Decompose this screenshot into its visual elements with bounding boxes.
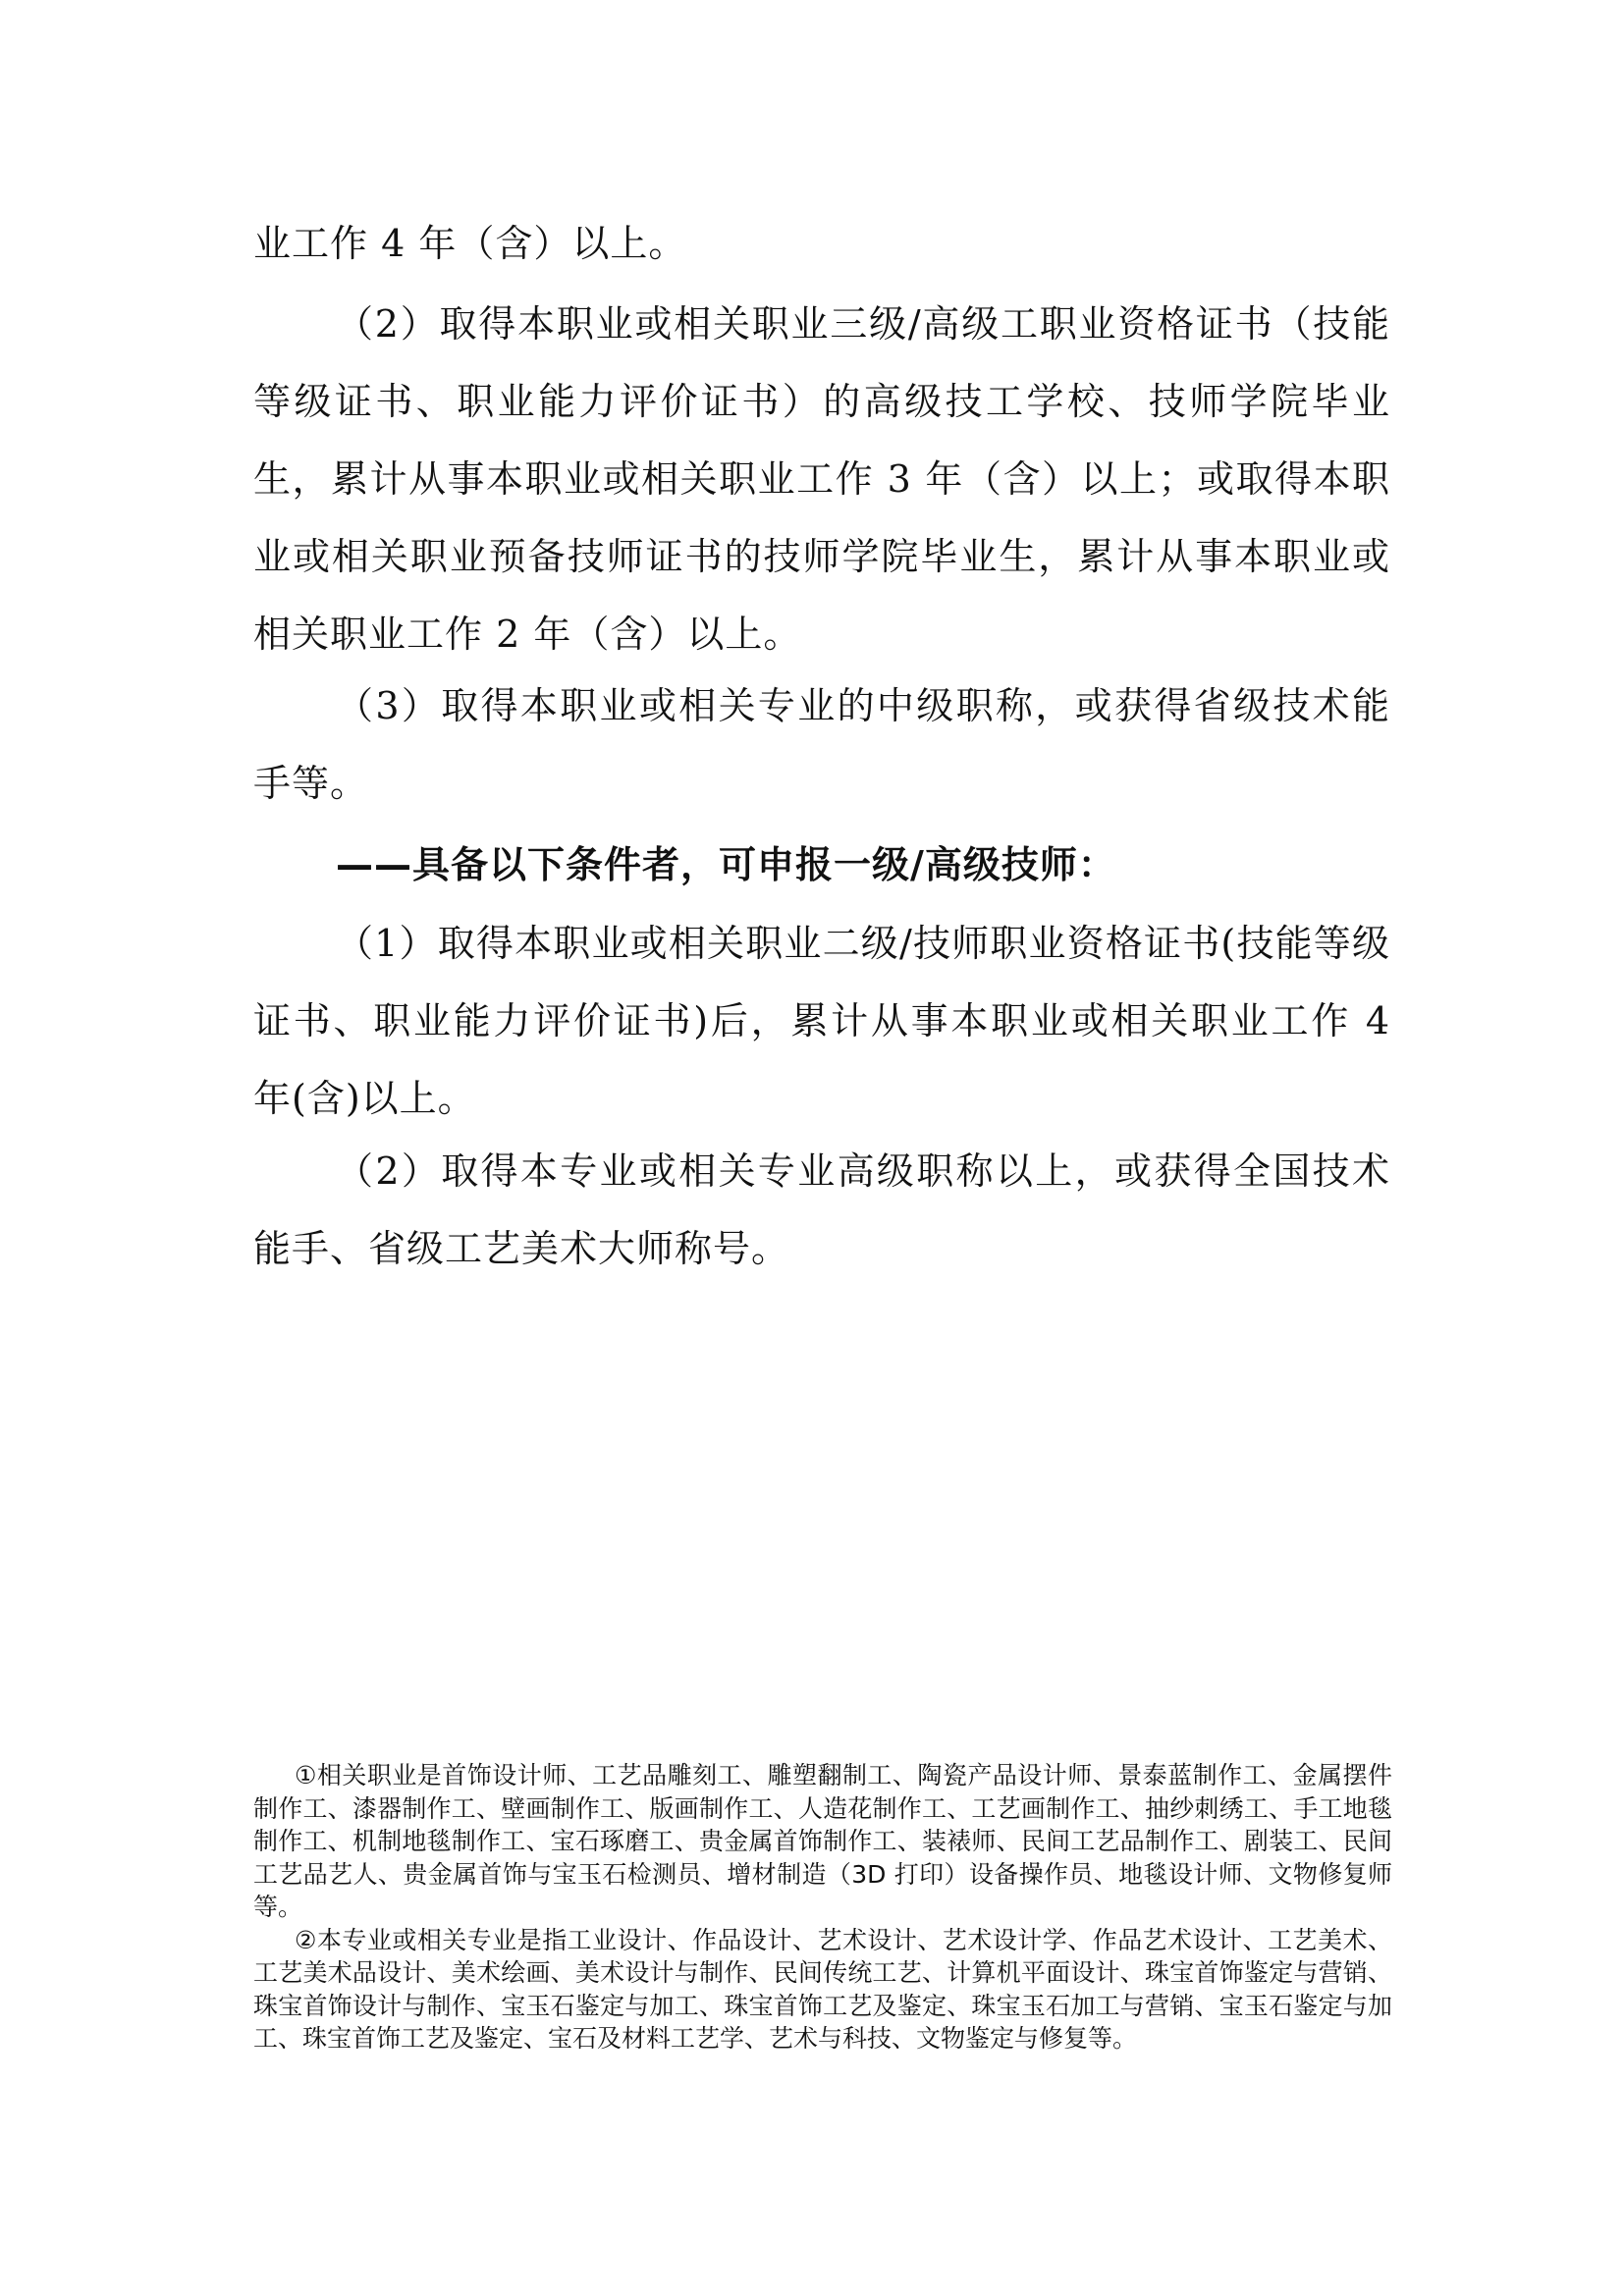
- footnotes: [253, 1759, 1392, 2056]
- section-heading: ——具备以下条件者，可申报一级/高级技师：: [336, 843, 1116, 886]
- body-text: [253, 1133, 1390, 1288]
- body-text: [253, 905, 1390, 1138]
- footnote-1: ①相关职业是首饰设计师、工艺品雕刻工、雕塑翻制工、陶瓷产品设计师、景泰蓝制作工、金属摆件制作工、漆器制作工、壁画制作工、版画制作工、人造花制作工、工艺画制作工、抽纱刺绣工、手工地毯制作工、机制地毯制作工、宝石琢磨工、贵金属首饰制作工、装裱师、民间工艺品制作工、剧装工、民间工艺品艺人、贵金属首饰与宝玉石检测员、增材制造（3D 打印）设备操作员、地毯设计师、文物修复师等。: [253, 1761, 1392, 1921]
- footnote-2: ②本专业或相关专业是指工业设计、作品设计、艺术设计、艺术设计学、作品艺术设计、工艺美术、工艺美术品设计、美术绘画、美术设计与制作、民间传统工艺、计算机平面设计、珠宝首饰鉴定与营销、珠宝首饰设计与制作、宝玉石鉴定与加工、珠宝首饰工艺及鉴定、珠宝玉石加工与营销、宝玉石鉴定与加工、珠宝首饰工艺及鉴定、宝石及材料工艺学、艺术与科技、文物鉴定与修复等。: [253, 1925, 1392, 2053]
- body-text: [253, 827, 1390, 904]
- paragraph-continuation: 业工作 4 年（含）以上。: [253, 222, 687, 265]
- paragraph-item-3: （3）取得本职业或相关专业的中级职称，或获得省级技术能手等。: [253, 684, 1390, 805]
- body-text: [253, 286, 1390, 673]
- paragraph-item-2: （2）取得本职业或相关职业三级/高级工职业资格证书（技能等级证书、职业能力评价证书）的高级技工学校、技师学院毕业生，累计从事本职业或相关职业工作 3 年（含）以上；或取得本职业或相关职业预备技师证书的技师学院毕业生，累计从事本职业或相关职业工作 2 年（含）以上。: [253, 302, 1390, 656]
- body-text: [253, 667, 1390, 823]
- paragraph-item-2b: （2）取得本专业或相关专业高级职称以上，或获得全国技术能手、省级工艺美术大师称号。: [253, 1149, 1390, 1270]
- body-text: [253, 205, 1390, 283]
- paragraph-item-1: （1）取得本职业或相关职业二级/技师职业资格证书(技能等级证书、职业能力评价证书)后，累计从事本职业或相关职业工作 4 年(含)以上。: [253, 922, 1390, 1120]
